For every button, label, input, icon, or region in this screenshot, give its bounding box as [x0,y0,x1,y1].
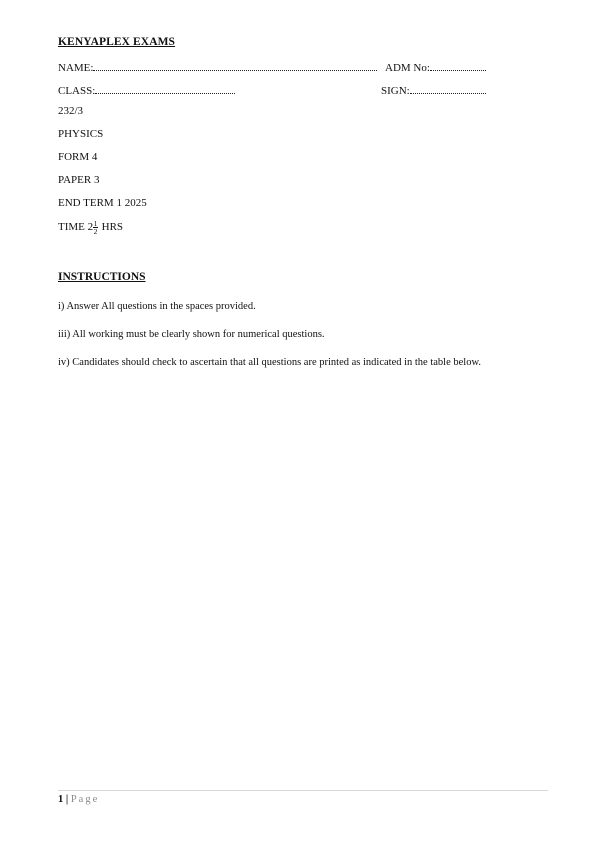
paper-number: PAPER 3 [58,174,100,186]
instruction-item: i) Answer All questions in the spaces provided. [58,301,256,312]
class-label: CLASS: [58,85,96,97]
adm-label: ADM No: [385,62,430,74]
instructions-heading: INSTRUCTIONS [58,271,146,283]
page-footer [58,794,99,805]
class-field[interactable] [95,83,235,94]
exam-term: END TERM 1 2025 [58,197,147,209]
instruction-item: iii) All working must be clearly shown for numerical questions. [58,329,325,340]
page-number: 1 [58,794,64,805]
time-fraction [93,220,98,235]
adm-row [385,60,486,74]
instruction-item: iv) Candidates should check to ascertain that all questions are printed as indicated in the table below. [58,357,481,368]
name-field[interactable] [93,60,377,71]
time-suffix: HRS [101,221,124,234]
fraction-numerator: 1 [93,219,98,228]
sign-row [381,83,486,97]
exam-board-title: KENYAPLEX EXAMS [58,36,176,48]
form-level: FORM 4 [58,151,98,163]
class-row [58,83,235,97]
footer-separator: | [65,794,69,805]
page-label: Page [70,794,100,805]
sign-field[interactable] [410,83,486,94]
sign-label: SIGN: [381,85,410,97]
paper-code: 232/3 [58,105,84,117]
time-prefix: TIME 2 [58,221,94,234]
footer-divider [58,790,548,791]
name-row [58,60,377,74]
adm-field[interactable] [430,60,486,71]
subject: PHYSICS [58,128,104,140]
name-label: NAME: [58,62,94,74]
exam-time [58,220,123,235]
fraction-denominator: 2 [93,227,98,236]
